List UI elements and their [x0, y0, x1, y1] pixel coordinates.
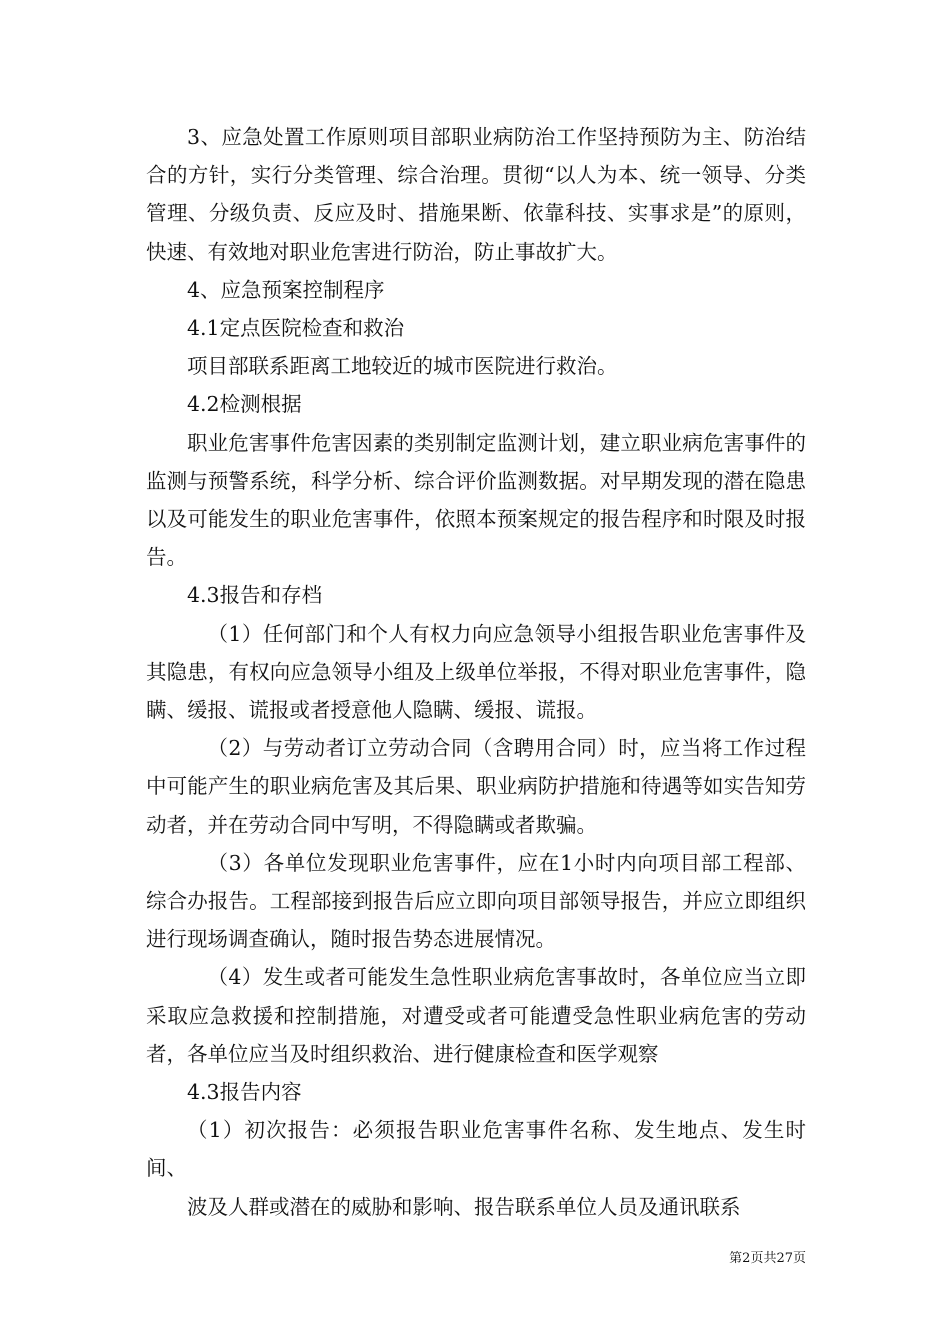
heading-report-archive: 4.3报告和存档: [187, 583, 323, 608]
heading-hospital: 4.1定点医院检查和救治: [187, 316, 405, 341]
list-item-3: （3）各单位发现职业危害事件，应在1小时内向项目部工程部、综合办报告。工程部接到报告后应立即向项目部领导报告，并应立即组织进行现场调查确认，随时报告势态进展情况。: [146, 850, 806, 952]
page-number: 第2页共27页: [729, 1251, 806, 1266]
list-item-2: （2）与劳动者订立劳动合同（含聘用合同）时，应当将工作过程中可能产生的职业病危害及其后果、职业病防护措施和待遇等如实告知劳动者，并在劳动合同中写明，不得隐瞒或者欺骗。: [146, 736, 806, 837]
list-item-4: （4）发生或者可能发生急性职业病危害事故时，各单位应当立即采取应急救援和控制措施，对遭受或者可能遭受急性职业病危害的劳动者，各单位应当及时组织救治、进行健康检查和医学观察: [146, 965, 806, 1066]
paragraph-detection: 职业危害事件危害因素的类别制定监测计划，建立职业病危害事件的监测与预警系统，科学分析、综合评价监测数据。对早期发现的潜在隐患以及可能发生的职业危害事件，依照本预案规定的报告程序和时限及时报告。: [146, 430, 806, 570]
heading-detection: 4.2检测根据: [187, 392, 302, 417]
paragraph-principles: 3、应急处置工作原则项目部职业病防治工作坚持预防为主、防治结合的方针，实行分类管理、综合治理。贯彻“以人为本、统一领导、分类管理、分级负责、反应及时、措施果断、依靠科技、实事求是”的原则，快速、有效地对职业危害进行防治，防止事故扩大。: [146, 125, 806, 264]
heading-procedure: 4、应急预案控制程序: [187, 277, 385, 302]
paragraph-affected-population: 波及人群或潜在的威胁和影响、报告联系单位人员及通讯联系: [187, 1194, 741, 1219]
list-item-1: （1）任何部门和个人有权力向应急领导小组报告职业危害事件及其隐患，有权向应急领导小组及上级单位举报，不得对职业危害事件，隐瞒、缓报、谎报或者授意他人隐瞒、缓报、谎报。: [146, 621, 806, 723]
heading-report-content: 4.3报告内容: [187, 1080, 302, 1105]
document-body: [146, 118, 806, 1226]
paragraph-hospital: 项目部联系距离工地较近的城市医院进行救治。: [187, 354, 618, 379]
paragraph-initial-report: （1）初次报告：必须报告职业危害事件名称、发生地点、发生时间、: [146, 1118, 806, 1181]
